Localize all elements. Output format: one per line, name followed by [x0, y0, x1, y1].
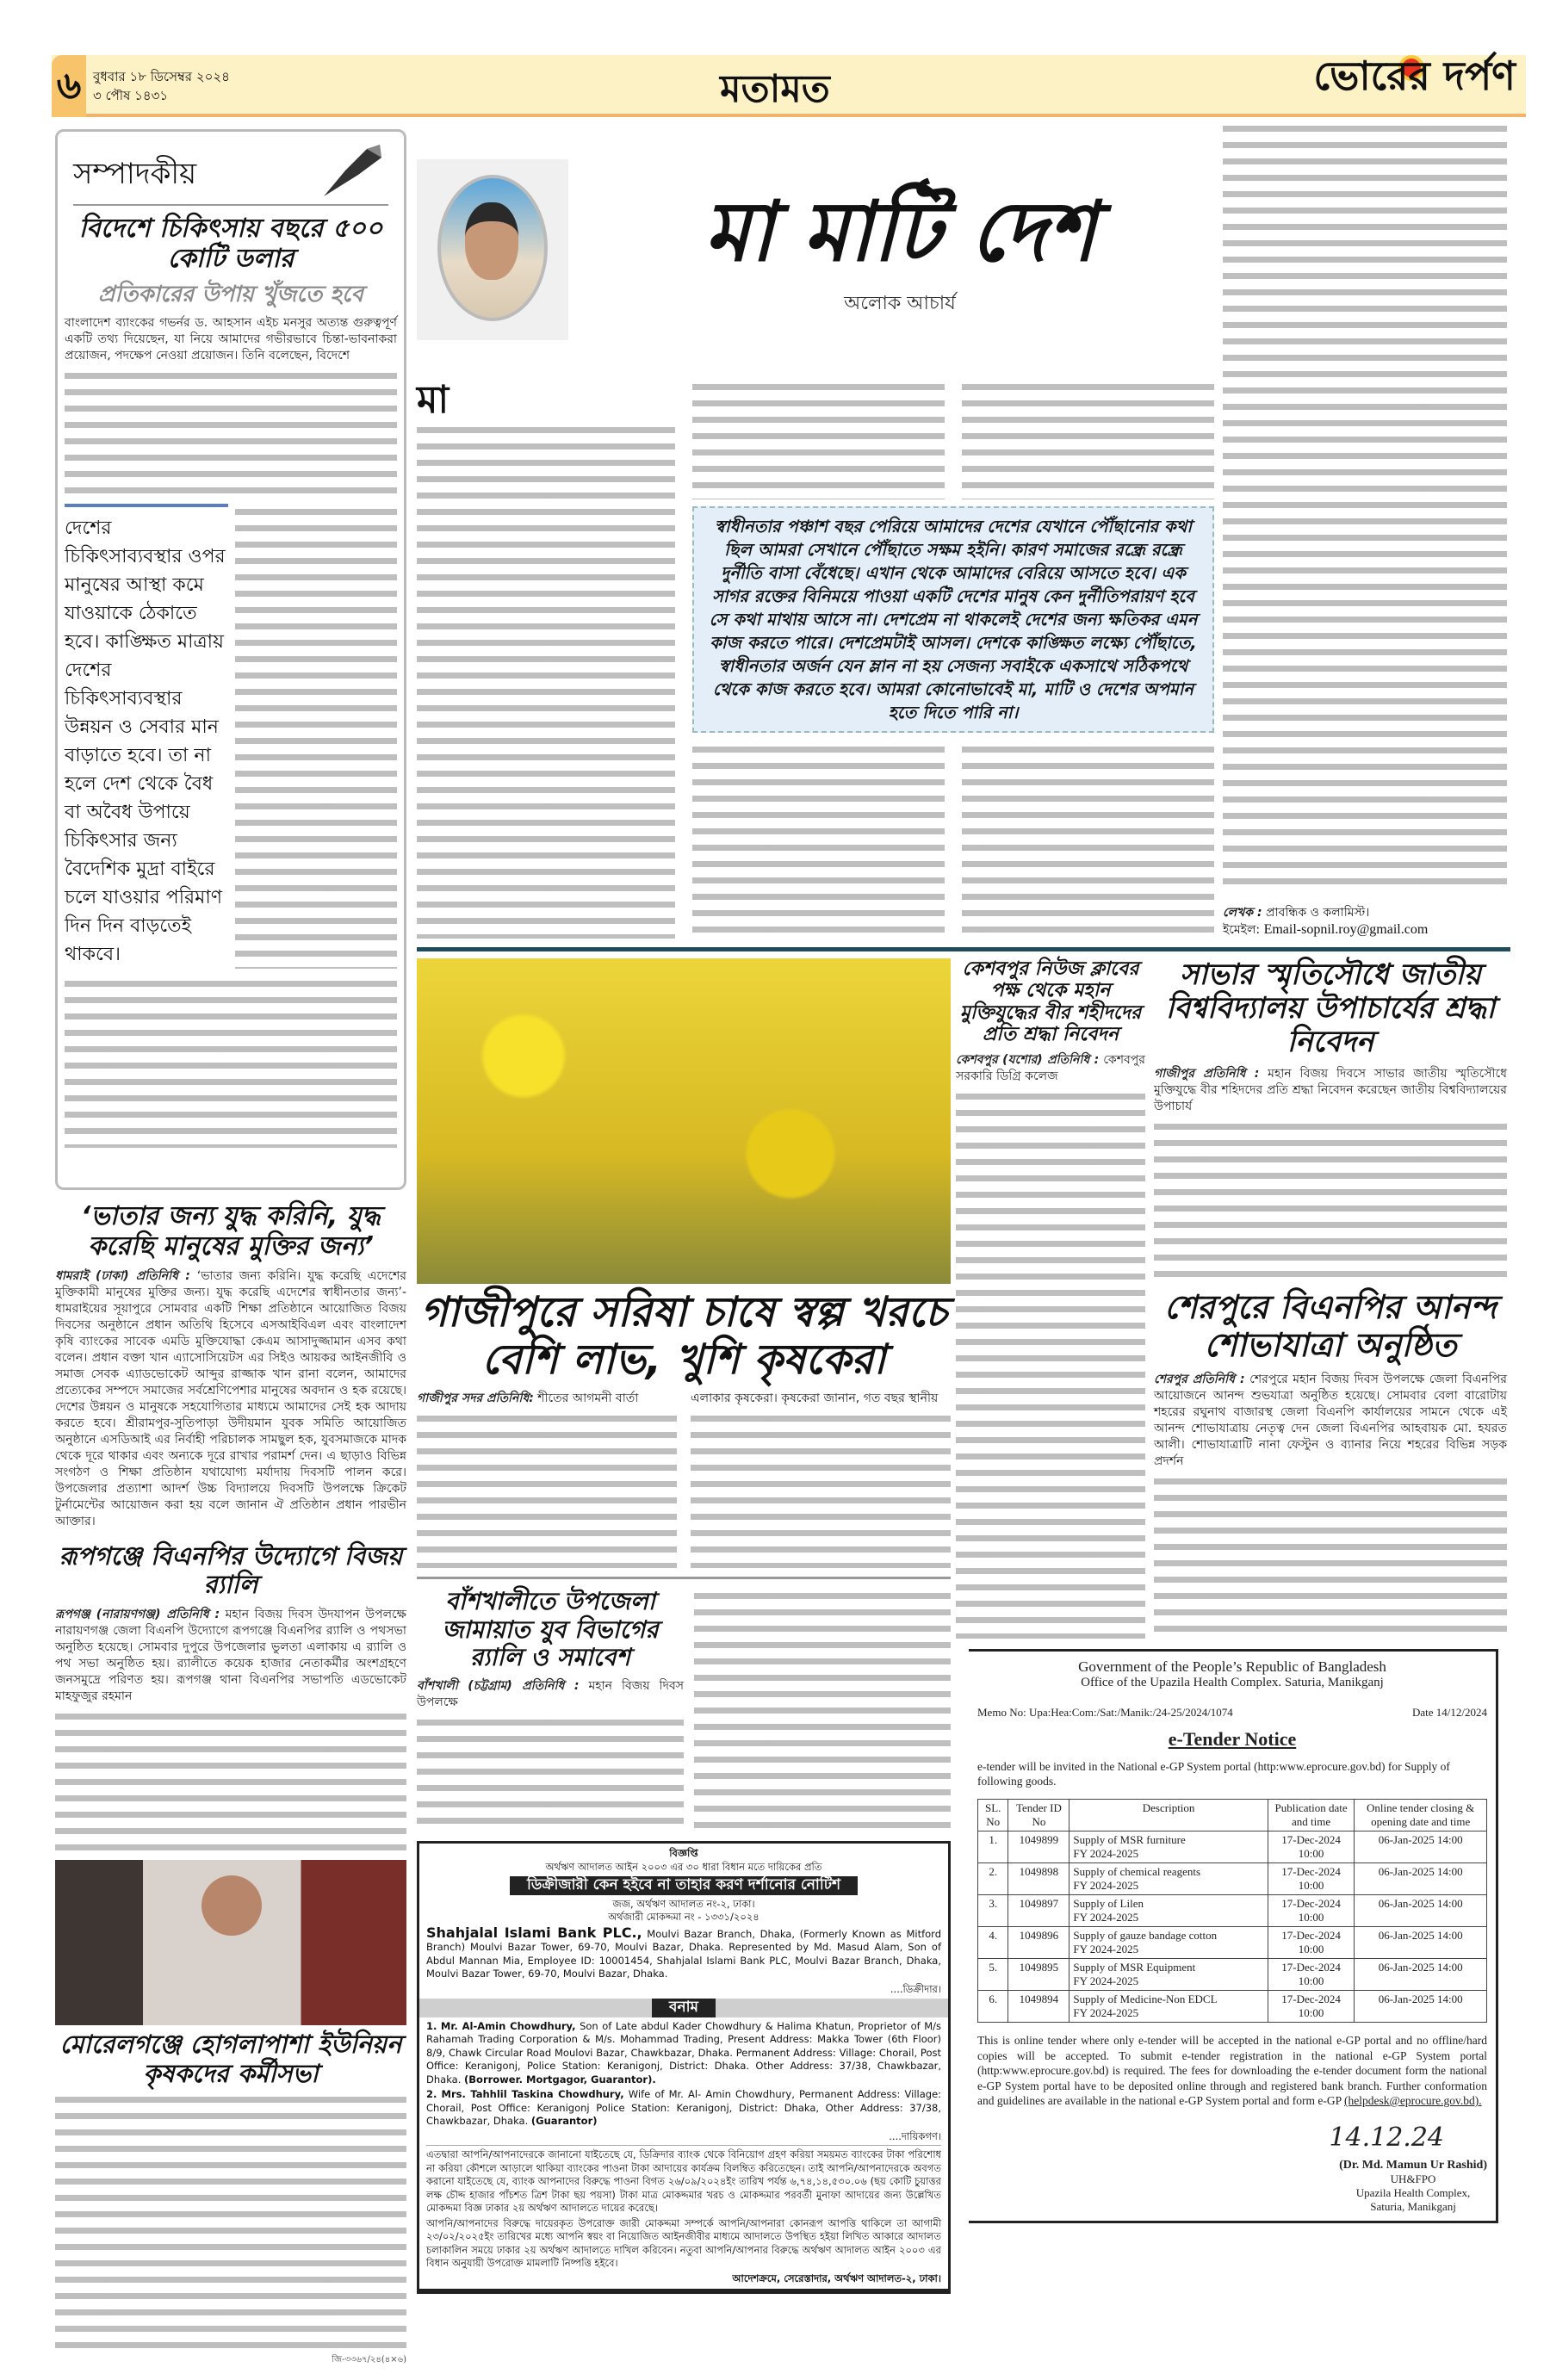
rupganj-headline: রূপগঞ্জে বিএনপির উদ্যোগে বিজয় র‍্যালি [59, 1541, 403, 1600]
sherpur-body [1154, 1372, 1507, 1470]
signer-block [977, 2158, 1487, 2214]
opinion-body-text [962, 741, 1214, 939]
article-text: মহান বিজয় দিবস উদযাপন উপলক্ষে নারায়ণগঞ্জ জেলা বিএনপি উদ্যোগে রূপগঞ্জে বিএনপির র‍্যালি ও পথসভা অনুষ্ঠিত হয়েছে। সোমবার দুপুরে উপজেলার ভুলতা এলাকায় এ র‍্যালি ও পথ সভা অনুষ্ঠিত হয়। র‍্যালীতে কয়েক হাজার নেতাকর্মীর অংশগ্রহণে জনসমুদ্রে পরিণত হয়। রূপগঞ্জ থানা বিএনপির সভাপতি এডভোকেট মাহফুজুর রহমান [55, 1607, 406, 1703]
case-number: অর্থজারী মোকদ্দমা নং - ১৩৩১/২০২৪ [608, 1911, 760, 1924]
debtors-label: ....দায়িকগণ। [889, 2129, 941, 2142]
rupganj-body-text [55, 1708, 406, 1852]
signature: 14.12.24 [1329, 2122, 1444, 2153]
sl-cell: 2. [978, 1863, 1008, 1895]
closing-cell: 06-Jan-2025 14:00 [1355, 1991, 1487, 2023]
sl-cell: 5. [978, 1959, 1008, 1991]
author-email[interactable]: Email-sopnil.roy@gmail.com [1263, 922, 1429, 937]
section-title: মতামত [720, 67, 830, 111]
opinion-body-text [692, 379, 945, 499]
sherpur-headline: শেরপুরে বিএনপির আনন্দ শোভাযাত্রা অনুষ্ঠিত [1164, 1288, 1497, 1365]
pub-date: 17-Dec-2024 [1281, 1833, 1341, 1846]
pub-date: 17-Dec-2024 [1281, 1961, 1341, 1974]
rupganj-body [55, 1607, 406, 1705]
gazipur-body-text [417, 1410, 677, 1568]
gazipur-column-2 [691, 1387, 951, 1568]
defendant-details: Wife of Mr. Al- Amin Chowdhury, Permanent Address: Village: Chorail, Post Office: Keranigonj Police Station: Keranigonj, District: Dhaka, Other Address: 37/38, Chawkbazar, Dhaka. [426, 2088, 942, 2128]
page-body [55, 129, 1510, 2368]
dhamrai-headline: ‘ভাতার জন্য যুদ্ধ করিনি, যুদ্ধ করেছি মানুষের মুক্তির জন্য’ [81, 1201, 381, 1261]
opinion-body-text [1223, 121, 1507, 889]
dateline: বাঁশখালী (চট্টগ্রাম) প্রতিনিধি : [417, 1678, 580, 1693]
article-text: শেরপুরে মহান বিজয় দিবস উপলক্ষে জেলা বিএনপির আয়োজনে আনন্দ শুভযাত্রা অনুষ্ঠিত হয়েছে। সোমবার বেলা বারোটায় শহরের রঘুনাথ বাজারস্থ জেলা বিএনপি কার্যালয়ের সামনে থেকে এই আনন্দ শোভাযাত্রায় নেতৃত্ব দেন জেলা বিএনপির আহবায়ক মো. হযরত আলী। শোভাযাত্রাটি নানা ফেস্টুন ও ব্যানার নিয়ে শহরের বিভিন্ন সড়ক প্রদর্শন [1154, 1372, 1507, 1468]
pub-time: 10:00 [1298, 1911, 1324, 1924]
pub-time: 10:00 [1298, 1974, 1324, 1987]
description-cell [1070, 1863, 1268, 1895]
footer-text: This is online tender where only e-tender will be accepted in the national e-GP portal and no offline/hard copies will be accepted. To submit e-tender registration in the national e-GP System portal (http:www.eprocure.gov.bd) is required. The fees for downloading the e-tender document form the national e-GP System portal have to be deposited online through and registered bank branch. Further conformation and guidelines are available in the national e-GP System portal and form e-GP [977, 2034, 1487, 2107]
author-photo [437, 175, 548, 321]
keshabpur-body-text [956, 1088, 1145, 1639]
defendant-role: (Guarantor) [530, 2115, 598, 2128]
dateline: রূপগঞ্জ (নারায়ণগঞ্জ) প্রতিনিধি : [55, 1607, 220, 1621]
issue-date [93, 67, 230, 105]
editorial-box [55, 129, 406, 1190]
notice-signoff: আদেশক্রমে, সেরেস্তাদার, অর্থঋণ আদালত-২, ঢাকা। [732, 2272, 941, 2284]
fountain-pen-icon [319, 140, 388, 201]
banshkhali-headline: বাঁশখালীতে উপজেলা জামায়াত যুব বিভাগের র‍্যালি ও সমাবেশ [442, 1587, 659, 1671]
fiscal-year: FY 2024-2025 [1073, 1911, 1139, 1924]
lower-section [417, 958, 1510, 2362]
gazipur-headline: গাজীপুরে সরিষা চাষে স্বল্প খরচে বেশি লাভ, খুশি কৃষকেরা [420, 1288, 947, 1385]
author-head [465, 202, 518, 280]
date-gregorian: বুধবার ১৮ ডিসেম্বর ২০২৪ [93, 69, 230, 84]
government-name: Government of the People’s Republic of Bangladesh [1078, 1658, 1386, 1675]
morelganj-headline: মোরেলগঞ্জে হোগলাপাশা ইউনিয়ন কৃষকদের কর্মীসভা [59, 2030, 402, 2088]
section-divider [417, 947, 1510, 951]
tender-id-cell: 1049895 [1008, 1959, 1070, 1991]
savar-body-text [1154, 1119, 1507, 1284]
closing-cell: 06-Jan-2025 14:00 [1355, 1863, 1487, 1895]
signer-office: Upazila Health Complex, [1355, 2185, 1471, 2199]
editorial-lead: বাংলাদেশ ব্যাংকের গভর্নর ড. আহসান এইচ মনসুর অত্যন্ত গুরুত্বপূর্ণ একটি তথ্য দিয়েছেন, যা নিয়ে আমাদের গভীরভাবে চিন্তা-ভাবনাকরা প্রয়োজন, পদক্ষেপ নেওয়া প্রয়োজন। তিনি বলেছেন, বিদেশে [65, 315, 397, 363]
table-header-row [978, 1800, 1487, 1831]
banshkhali-row [417, 1588, 951, 1829]
dateline: গাজীপুর সদর প্রতিনিধি: [417, 1391, 534, 1406]
dateline: ধামরাই (ঢাকা) প্রতিনিধি : [55, 1269, 190, 1283]
table-row [978, 1991, 1487, 2023]
sl-cell: 6. [978, 1991, 1008, 2023]
keshabpur-body [956, 1052, 1145, 1085]
tender-id-cell: 1049896 [1008, 1927, 1070, 1959]
savar-sherpur-column [1154, 958, 1507, 1639]
fiscal-year: FY 2024-2025 [1073, 1879, 1139, 1892]
newspaper-logo [1119, 53, 1516, 112]
publication-cell [1268, 1927, 1354, 1959]
gazipur-column-1 [417, 1387, 677, 1568]
date-bengali: ৩ পৌষ ১৪৩১ [93, 88, 169, 103]
column-header: Publication date and time [1268, 1800, 1354, 1831]
signer-title: UH&FPO [1390, 2172, 1436, 2185]
publication-cell [1268, 1991, 1354, 2023]
writer-label: লেখক : [1223, 906, 1262, 920]
tender-intro: e-tender will be invited in the National e-GP System portal (http:www.eprocure.gov.bd) for Supply of following goods. [977, 1760, 1450, 1788]
pub-time: 10:00 [1298, 1879, 1324, 1892]
article-text: শীতের আগমনী বার্তা [537, 1391, 639, 1406]
opinion-text-pair [692, 379, 1214, 499]
table-row [978, 1863, 1487, 1895]
notice-paragraph-1: এতদ্বারা আপনি/আপনাদেরকে জানানো যাইতেছে যে, ডিক্রিদার ব্যাংক থেকে বিনিয়োগ গ্রহণ করিয়া সময়মত ব্যাংকের টাকা পরিশোধ না করিয়া কৌশলে আড়ালে থাকিয়া ব্যাংকের পাওনা টাকা আদায়ের কার্যক্রম বিলম্বিত করিতেছেন। তাই আপনি/আপনাদেরকে অবগত করানো যাইতেছে যে, ব্যাংক আপনাদের বিরুদ্ধে পাওনা বিগত ২৬/০৯/২০২৪ইং তারিখ পর্যন্ত ৬,৭৪,১৪,৫৩০.০৬ (ছয় কোটি চুয়াত্তর লক্ষ চৌদ্দ হাজার পাঁচশত ত্রিশ টাকা ছয় পয়সা) টাকা মাত্র মোকদ্দমার খরচ ও মোকদ্দমার পরবর্তী মুনাফা আদায়ের জন্য উল্লেখিত মোকদ্দমা বিজ্ঞ ঢাকার ২য় অর্থঋণ আদালতে দায়ের করেছে। [426, 2145, 941, 2216]
speaker-face [202, 1875, 262, 1936]
publication-cell [1268, 1959, 1354, 1991]
opinion-headline: মা মাটি দেশ [704, 183, 1096, 281]
publication-cell [1268, 1831, 1354, 1863]
opinion-author: অলোক আচার্য [844, 292, 956, 314]
versus-label: বনাম [652, 1999, 716, 2017]
editorial-label: সম্পাদকীয় [73, 157, 197, 191]
defendant-role: (Borrower. Mortgagor, Guarantor). [464, 2073, 656, 2086]
bank-name: Shahjalal Islami Bank PLC., [426, 1924, 642, 1941]
opinion-pull-quote: স্বাধীনতার পঞ্চাশ বছর পেরিয়ে আমাদের দেশের যেখানে পৌঁছানোর কথা ছিল আমরা সেখানে পৌঁছাতে সক্ষম হইনি। কারণ সমাজের রন্ধ্রে রন্ধ্রে দুর্নীতি বাসা বেঁধেছে। এখান থেকে আমাদের বেরিয়ে আসতে হবে। এক সাগর রক্তের বিনিময়ে পাওয়া একটি দেশের মানুষ কেন দুর্নীতিপরায়ণ হবে সে কথা মাথায় আসে না। দেশপ্রেম না থাকলেই দেশের জন্য ক্ষতিকর এমন কাজ করতে পারে। দেশপ্রেমটাই আসল। দেশকে কাঙ্ক্ষিত লক্ষ্যে পৌঁছাতে, স্বাধীনতার অর্জন যেন ম্লান না হয় সেজন্য সবাইকে একসাথে সঠিকপথে থেকে কাজ করতে হবে। আমরা কোনোভাবেই মা, মাটি ও দেশের অপমান হতে দিতে পারি না। [692, 506, 1214, 733]
description: Supply of Lilen [1073, 1897, 1144, 1910]
banshkhali-body-text [417, 1714, 684, 1829]
opinion-column-4 [1223, 121, 1507, 939]
sl-cell: 1. [978, 1831, 1008, 1863]
court-notice-ad [417, 1841, 951, 2294]
opinion-body-text [692, 741, 945, 939]
dateline: শেরপুর প্রতিনিধি : [1154, 1372, 1245, 1386]
description: Supply of Medicine-Non EDCL [1073, 1993, 1218, 2005]
gazipur-continued-column [694, 1588, 951, 1829]
editorial-quote-row [65, 504, 397, 969]
defendant-1 [426, 2020, 941, 2087]
tender-id-cell: 1049894 [1008, 1991, 1070, 2023]
e-tender-notice [969, 1649, 1498, 2223]
article-text: মহান বিজয় দিবসে সাভার জাতীয় স্মৃতিসৌধে মুক্তিযুদ্ধে বীর শহিদদের প্রতি শ্রদ্ধা নিবেদন করেছেন জাতীয় বিশ্ববিদ্যালয়ের উপাচার্য [1154, 1067, 1507, 1114]
pub-time: 10:00 [1298, 1847, 1324, 1860]
farmers-meeting-photo [55, 1860, 406, 2025]
decree-holder-label: ....ডিক্রীদার। [890, 1982, 941, 1995]
pull-quote-rule [65, 504, 228, 507]
pub-time: 10:00 [1298, 1943, 1324, 1955]
mustard-field-photo [417, 958, 951, 1284]
page-number: ৬ [52, 55, 86, 117]
gazipur-continued-text [694, 1588, 951, 1829]
memo-number: Memo No: Upa:Hea:Com:/Sat:/Manik:/24-25/2024/1074 [977, 1706, 1233, 1719]
description-cell [1070, 1959, 1268, 1991]
opinion-body [417, 379, 1214, 939]
pub-date: 17-Dec-2024 [1281, 1993, 1341, 2005]
signer-place: Saturia, Manikganj [1370, 2199, 1456, 2213]
publication-cell [1268, 1863, 1354, 1895]
notice-title: ডিক্রীজারী কেন হইবে না তাহার করণ দর্শানোর নোটিশ [510, 1876, 858, 1895]
office-name: Office of the Upazila Health Complex. Saturia, Manikganj [1081, 1676, 1384, 1689]
keshabpur-headline: কেশবপুর নিউজ ক্লাবের পক্ষ থেকে মহান মুক্তিযুদ্ধের বীর শহীদদের প্রতি শ্রদ্ধা নিবেদন [959, 958, 1142, 1045]
description-cell [1070, 1895, 1268, 1927]
column-header: Description [1070, 1800, 1268, 1831]
pub-date: 17-Dec-2024 [1281, 1865, 1341, 1878]
column-header: Online tender closing & opening date and time [1355, 1800, 1487, 1831]
defendant-name: Mr. Al-Amin Chowdhury, [440, 2019, 576, 2032]
opinion-main [417, 129, 1214, 939]
opinion-title-row [417, 129, 1214, 370]
article-text: ‘ভাতার জন্য করিনি। যুদ্ধ করেছি এদেশের মুক্তিকামী মানুষের মুক্তির জন্য। যুদ্ধ করেছি এদেশের স্বাধীনতার জন্য’- ধামরাইয়ের সূয়াপুরে সোমবার একটি শিক্ষা প্রতিষ্ঠানে আয়োজিত বিজয় দিবসের অনুষ্ঠানে প্রধান অতিথি হিসেবে এসআইবিএল এবং বাংলাদেশ কৃষি ব্যাংকের সাবেক এমডি মুক্তিযোদ্ধা কেএম আসাদুজ্জামান এসব কথা বলেন। প্রধান বক্তা খান এ্যাসোসিয়েটস এর সিইও আয়কর আইনজীবি ও সমাজ সেবক এ্যাডভোকেট আব্দুর রাজ্জাক খান রানা বলেন, আমাদের প্রত্যেকের সম্পদে সমাজের সর্বশ্রেণিপেশার মানুষের অবদান ও হক রয়েছে। দেশের উন্নয়ন ও মানুষকে সহযোগিতার মাধ্যমে আমাদের সেই হক আদায় করতে হবে। শ্রীরামপুর-সুতিপাড়া উদীয়মান যুবক সমিতি আয়োজিত অনুষ্ঠানে এসডিআই এর নির্বাহী পরিচালক সামছুল হক, যুবসমাজকে মাদক থেকে দূরে থাকার এবং অন্যকে দূরে রাখার পরামর্শ দেন। এ ছাড়াও বিভিন্ন সংগঠণ ও শিক্ষা প্রতিষ্ঠান যথাযোগ্য মর্যাদায় দিবসটি পালন করে। উপজেলার প্রত্যাশা আদর্শ উচ্চ বিদ্যালয়ে দিবসটি উপলক্ষে ক্রিকেট টুর্নামেন্টের আয়োজন করা হয় বলে জানান ঐ প্রতিষ্ঠান প্রধান পারভীন আক্তার। [55, 1269, 407, 1528]
savar-body [1154, 1066, 1507, 1115]
sl-cell: 4. [978, 1927, 1008, 1959]
tender-footer [977, 2033, 1487, 2109]
description: Supply of MSR furniture [1073, 1833, 1186, 1846]
dateline: গাজীপুর প্রতিনিধি : [1154, 1067, 1260, 1082]
divider [417, 1577, 951, 1579]
keshabpur-column [956, 958, 1145, 1639]
opinion-title-block [586, 179, 1214, 319]
article-text: কেশবপুর সরকারি ডিগ্রি কলেজ [956, 1053, 1145, 1084]
column-header: SL. No [978, 1800, 1008, 1831]
closing-cell: 06-Jan-2025 14:00 [1355, 1895, 1487, 1927]
description-cell [1070, 1991, 1268, 2023]
memo-line [977, 1706, 1487, 1720]
editorial-pull-quote: দেশের চিকিৎসাব্যবস্থার ওপর মানুষের আস্থা কমে যাওয়াকে ঠেকাতে হবে। কাঙ্ক্ষিত মাত্রায় দেশের চিকিৎসাব্যবস্থার উন্নয়ন ও সেবার মান বাড়াতে হবে। তা না হলে দেশ থেকে বৈধ বা অবৈধ উপায়ে চিকিৎসার জন্য বৈদেশিক মুদ্রা বাইরে চলে যাওয়ার পরিমাণ দিন দিন বাড়তেই থাকবে। [65, 517, 226, 965]
tender-id-cell: 1049899 [1008, 1831, 1070, 1863]
tender-title: e-Tender Notice [1168, 1728, 1297, 1750]
helpdesk-email[interactable]: (helpdesk@eprocure.gov.bd). [1344, 2094, 1482, 2107]
center-column [417, 958, 951, 2362]
savar-headline: সাভার স্মৃতিসৌধে জাতীয় বিশ্ববিদ্যালয় উপাচার্যের শ্রদ্ধা নিবেদন [1165, 958, 1496, 1060]
dhamrai-body [55, 1268, 406, 1530]
right-area [417, 129, 1510, 2362]
left-column [55, 129, 406, 2368]
table-row [978, 1895, 1487, 1927]
closing-cell: 06-Jan-2025 14:00 [1355, 1927, 1487, 1959]
gazipur-body [417, 1391, 677, 1407]
fiscal-year: FY 2024-2025 [1073, 1847, 1139, 1860]
opinion-article [417, 129, 1510, 939]
gazipur-body-text [691, 1410, 951, 1568]
article-text: মহান বিজয় দিবস উপলক্ষে [417, 1678, 684, 1709]
sherpur-body-text [1154, 1473, 1507, 1639]
opinion-column-1 [417, 379, 675, 939]
author-note [1223, 905, 1507, 939]
editorial-quote-column [65, 504, 228, 969]
description-cell [1070, 1927, 1268, 1959]
ad-code: জি-৩৩৬৭/২৪(৪×৬) [332, 2355, 406, 2365]
closing-cell: 06-Jan-2025 14:00 [1355, 1831, 1487, 1863]
description: Supply of MSR Equipment [1073, 1961, 1196, 1974]
closing-cell: 06-Jan-2025 14:00 [1355, 1959, 1487, 1991]
column-header: Tender ID No [1008, 1800, 1070, 1831]
tender-id-cell: 1049897 [1008, 1895, 1070, 1927]
opinion-body-text [417, 422, 675, 939]
decree-holder [426, 1926, 941, 1981]
memo-date: Date 14/12/2024 [1411, 1706, 1487, 1719]
bank-details: Moulvi Bazar Branch, Dhaka, (Formerly Known as Mitford Branch) Moulvi Bazar Tower, 69-70, Moulvi Bazar, Dhaka. Represented by Md. Masud Alam, Son of Abdul Mannan Mia, Employee ID: 10001454, Shahjalal Islami Bank PLC, Moulvi Bazar Branch, Dhaka, Moulvi Bazar Tower, 69-70, Moulvi Bazar, Dhaka. [426, 1927, 941, 1980]
fiscal-year: FY 2024-2025 [1073, 1974, 1139, 1987]
pub-date: 17-Dec-2024 [1281, 1929, 1341, 1942]
fiscal-year: FY 2024-2025 [1073, 2006, 1139, 2019]
defendant-2 [426, 2088, 941, 2129]
right-lower-column [956, 958, 1507, 2223]
table-row [978, 1831, 1487, 1863]
tender-table [977, 1799, 1487, 2023]
fiscal-year: FY 2024-2025 [1073, 1943, 1139, 1955]
gazipur-body-col2: এলাকার কৃষকেরা। কৃষকেরা জানান, গত বছর স্থানীয় [691, 1391, 939, 1406]
table-row [978, 1927, 1487, 1959]
banshkhali-column [417, 1588, 684, 1829]
pub-time: 10:00 [1298, 2006, 1324, 2019]
court-name: জজ, অর্থঋণ আদালত নং-২, ঢাকা। [612, 1897, 755, 1910]
author-photo-frame [417, 159, 568, 340]
writer-note: প্রাবন্ধিক ও কলামিস্ট। [1266, 906, 1370, 920]
defendant-details: Son of Late abdul Kader Chowdhury & Halima Khatun, Proprietor of M/s Rahamah Trading Corporation & M/s. Mohammad Trading, Present Address: Makka Tower (6th Floor) 8/9, Chawk Circular Road Moulovi Bazar, Chawkbazar, Dhaka. Permanent Address: Village: Chorail, Post Office: Keranigonj, Police Station: Keranigonj, District: Dhaka. Other Address: 37/38, Chawkbazar, Dhaka. [426, 2019, 941, 2086]
publication-cell [1268, 1895, 1354, 1927]
news-row [956, 958, 1507, 1639]
tender-id-cell: 1049898 [1008, 1863, 1070, 1895]
dateline: কেশবপুর (যশোর) প্রতিনিধি : [956, 1053, 1100, 1068]
signer-name: (Dr. Md. Mamun Ur Rashid) [1339, 2158, 1487, 2172]
editorial-subheadline: প্রতিকারের উপায় খুঁজতে হবে [98, 282, 363, 307]
opinion-body-text [962, 379, 1214, 499]
email-label: ইমেইল: [1223, 923, 1261, 937]
pub-date: 17-Dec-2024 [1281, 1897, 1341, 1910]
editorial-body-text [235, 504, 397, 969]
table-row [978, 1959, 1487, 1991]
gazipur-columns [417, 1387, 951, 1568]
notice-subkicker: অর্থঋণ আদালত আইন ২০০৩ এর ৩০ ধারা বিধান মতে দায়িকের প্রতি [545, 1860, 822, 1873]
editorial-headline: বিদেশে চিকিৎসায় বছরে ৫০০ কোটি ডলার [78, 214, 383, 274]
editorial-body-text [65, 368, 397, 497]
opinion-column-2-3 [692, 379, 1214, 939]
description: Supply of gauze bandage cotton [1073, 1929, 1218, 1942]
editorial-body-text [65, 976, 397, 1148]
opinion-text-pair [692, 741, 1214, 939]
sl-cell: 3. [978, 1895, 1008, 1927]
defendant-num: 2. [426, 2088, 437, 2101]
notice-paragraph-2: আপনি/আপনাদের বিরুদ্ধে দায়েরকৃত উপরোক্ত জারী মোকদ্দমা সম্পর্কে আপনি/আপনারা কোনরূপ আপত্তি থাকিলে তা আগামী ২৩/০২/২০২৫ইং তারিখের মধ্যে আপনি স্বয়ং বা নিয়োজিত আইনজীবীর মাধ্যমে আদালতে উপস্থিত হইয়া লিখিত আকারে আদালত চলাকালিন সময়ে ঢাকার ২য় অর্থঋণ আদালতে দাখিল করিবেন। নতুবা আপনি/আপনার বিরুদ্ধে অর্থঋণ আদালত আইন ২০০৩ এর বিধান অনুযায়ী উপরোক্ত মামলাটি নিষ্পত্তি হইবে। [426, 2216, 941, 2270]
description-cell [1070, 1831, 1268, 1863]
defendant-name: Mrs. Tahhlil Taskina Chowdhury, [441, 2088, 624, 2101]
morelganj-body-text [55, 2092, 406, 2350]
drop-cap: মা [417, 378, 450, 422]
description: Supply of chemical reagents [1073, 1865, 1201, 1878]
notice-kicker: বিজ্ঞপ্তি [669, 1847, 698, 1860]
defendant-num: 1. [426, 2019, 437, 2032]
logo-text: ভোরের দর্পণ [1313, 53, 1516, 99]
banshkhali-body [417, 1678, 684, 1711]
editorial-header [73, 140, 388, 206]
